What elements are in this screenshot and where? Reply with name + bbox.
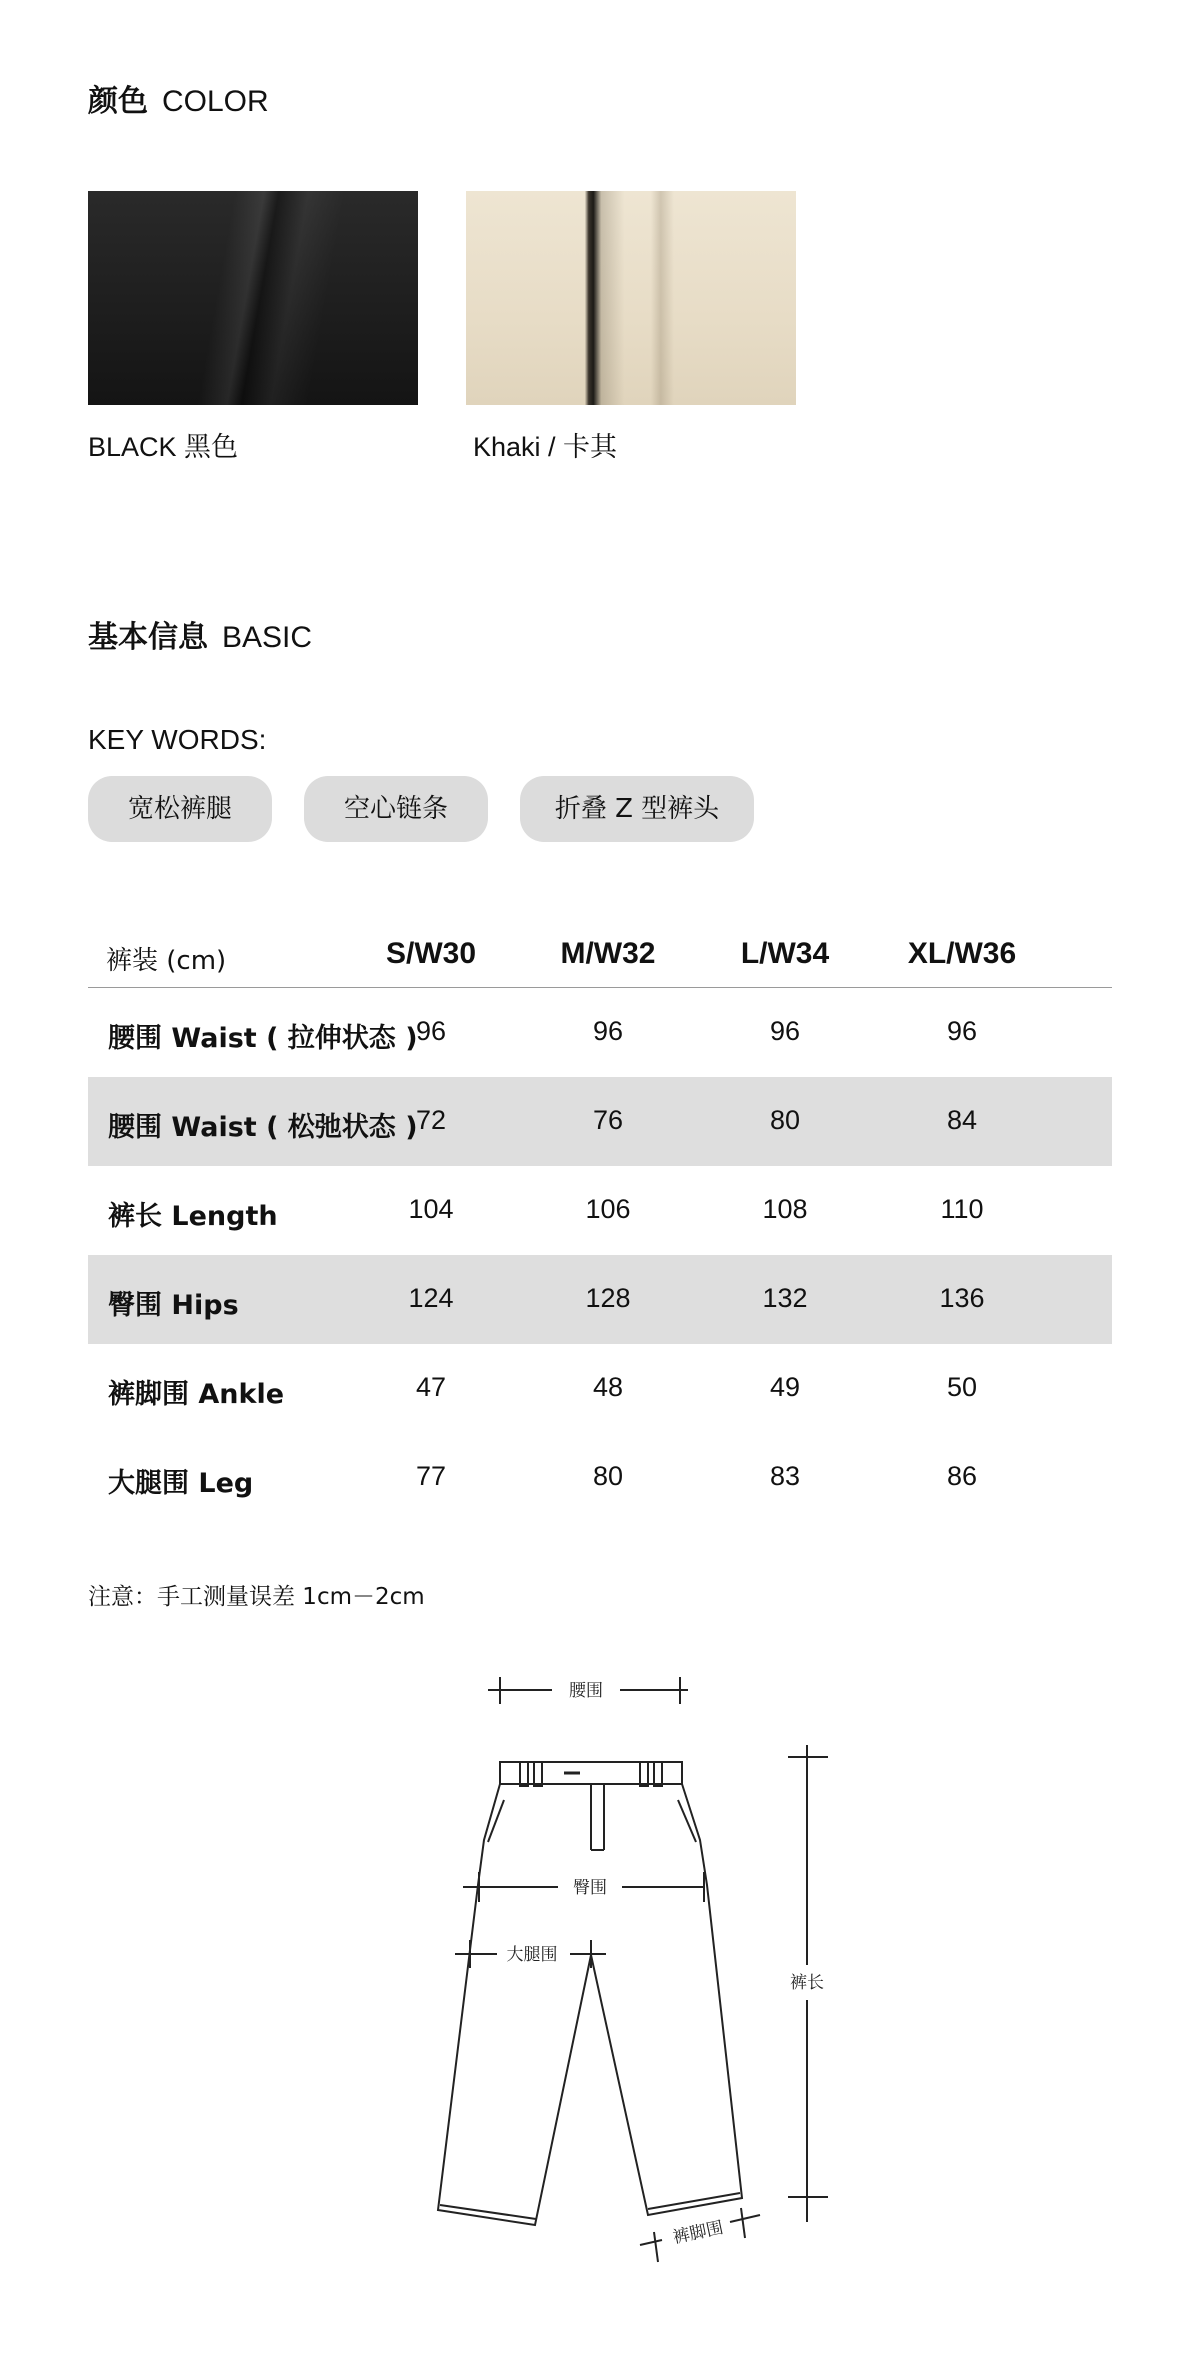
swatch-khaki-label: Khaki / 卡其 — [473, 432, 618, 462]
table-cell: 77 — [415, 1461, 447, 1491]
table-cell: 72 — [415, 1105, 447, 1135]
table-cell: 50 — [946, 1372, 978, 1402]
table-cell: 110 — [940, 1194, 984, 1224]
keyword-tag: 折叠 Z 型裤头 — [520, 776, 754, 842]
row-label: 腰围 Waist ( 拉伸状态 ) — [108, 1023, 418, 1054]
table-cell: 86 — [946, 1461, 978, 1491]
table-cell: 96 — [769, 1016, 801, 1046]
size-header: L/W34 — [740, 937, 830, 970]
leg-label: 大腿围 — [506, 1945, 558, 1965]
row-label: 臀围 Hips — [108, 1290, 239, 1321]
size-header: XL/W36 — [907, 937, 1017, 970]
table-cell: 96 — [592, 1016, 624, 1046]
keyword-tag: 宽松裤腿 — [88, 776, 272, 842]
waist-label: 腰围 — [569, 1681, 603, 1701]
keyword-tag: 空心链条 — [304, 776, 488, 842]
row-label: 裤长 Length — [108, 1201, 278, 1232]
table-header-unit: 裤装 (cm) — [106, 946, 227, 976]
table-cell: 136 — [939, 1283, 985, 1313]
ankle-label: 裤脚围 — [671, 2217, 726, 2249]
table-cell: 80 — [592, 1461, 624, 1491]
length-label: 裤长 — [790, 1973, 824, 1993]
table-cell: 106 — [585, 1194, 631, 1224]
table-cell: 49 — [769, 1372, 801, 1402]
table-cell: 80 — [769, 1105, 801, 1135]
table-cell: 84 — [946, 1105, 978, 1135]
size-header: S/W30 — [385, 937, 477, 970]
table-cell: 132 — [762, 1283, 808, 1313]
hips-label: 臀围 — [573, 1878, 607, 1898]
row-label: 大腿围 Leg — [108, 1468, 254, 1499]
table-cell: 96 — [415, 1016, 447, 1046]
swatch-black-label: BLACK 黑色 — [88, 432, 239, 462]
color-title-zh: 颜色 — [88, 84, 148, 119]
table-cell: 76 — [592, 1105, 624, 1135]
table-cell: 47 — [415, 1372, 447, 1402]
measurement-note: 注意：手工测量误差 1cm－2cm — [88, 1584, 425, 1610]
basic-title-zh: 基本信息 — [88, 620, 208, 655]
color-title-en: COLOR — [162, 85, 269, 118]
row-label: 腰围 Waist ( 松弛状态 ) — [108, 1112, 418, 1143]
keywords-heading: KEY WORDS: — [88, 724, 267, 755]
table-cell: 124 — [408, 1283, 454, 1313]
table-cell: 104 — [408, 1194, 454, 1224]
table-cell: 128 — [585, 1283, 631, 1313]
table-cell: 96 — [946, 1016, 978, 1046]
table-cell: 108 — [762, 1194, 808, 1224]
basic-title-en: BASIC — [222, 621, 313, 654]
table-cell: 83 — [769, 1461, 801, 1491]
row-label: 裤脚围 Ankle — [108, 1379, 285, 1410]
size-header: M/W32 — [560, 937, 656, 970]
table-cell: 48 — [592, 1372, 624, 1402]
